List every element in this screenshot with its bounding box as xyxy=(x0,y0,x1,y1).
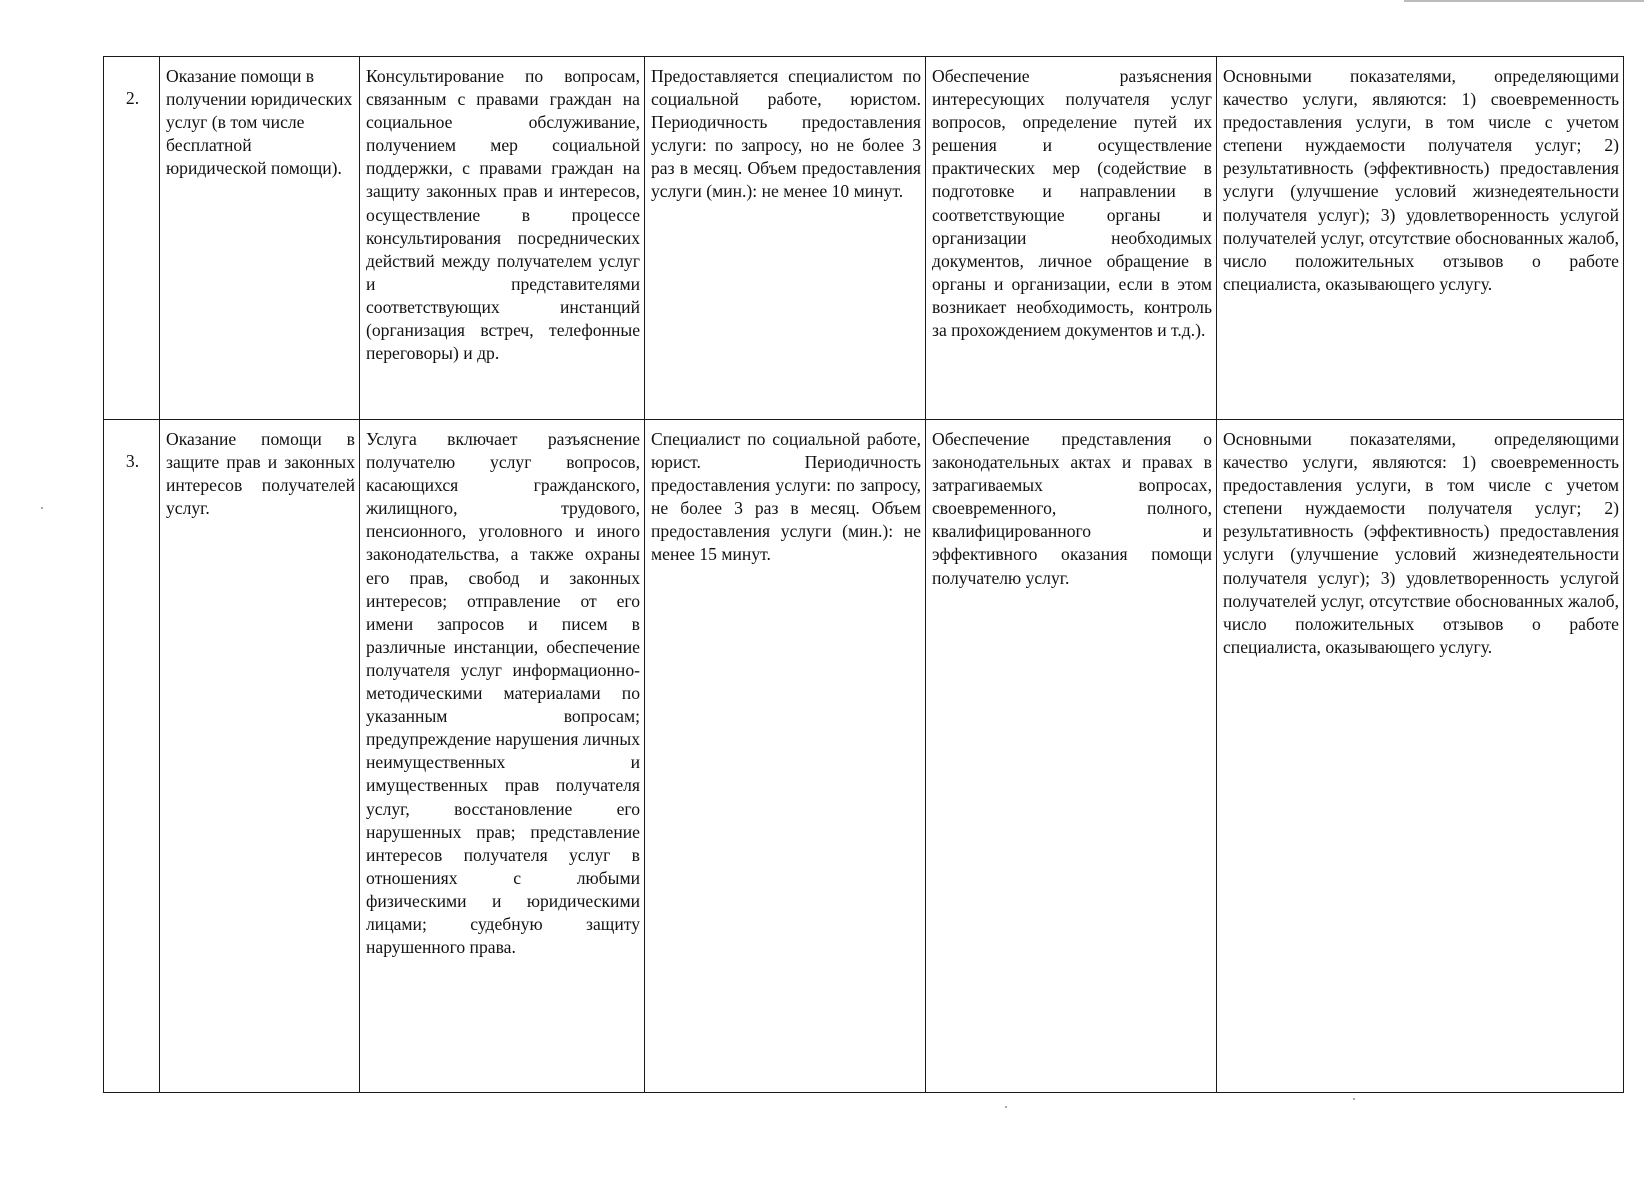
row-number-cell: 2. xyxy=(104,57,160,420)
scan-speck xyxy=(1005,1106,1007,1108)
table-row xyxy=(104,420,1624,1093)
provision-terms-cell: Предоставляется специалистом по социальной работе, юристом. Периодичность предоставления услуги: по запросу, но не более 3 раз в месяц. Объем предоставления услуги (мин.): не менее 10 минут. xyxy=(645,57,926,420)
service-content-cell: Услуга включает разъяснение получателю услуг вопросов, касающихся гражданского, жилищного, трудового, пенсионного, уголовного и иного законодательства, а также охраны его прав, свобод и законных интересов; отправление от его имени запросов и писем в различные инстанции, обеспечение получателя услуг информационно-методическими материалами по указанным вопросам; предупреждение нарушения личных неимущественных и имущественных прав получателя услуг, восстановление его нарушенных прав; представление интересов получателя услуг в отношениях с любыми физическими и юридическими лицами; судебную защиту нарушенного права. xyxy=(360,420,645,1093)
quality-indicators-cell: Основными показателями, определяющими качество услуги, являются: 1) своевременность предоставления услуги, в том числе с учетом степени нуждаемости получателя услуг; 2) результативность (эффективность) предоставления услуги (улучшение условий жизнедеятельности получателя услуг); 3) удовлетворенность услугой получателей услуг, отсутствие обоснованных жалоб, число положительных отзывов о работе специалиста, оказывающего услугу. xyxy=(1217,57,1624,420)
services-table xyxy=(103,56,1624,1093)
scan-speck xyxy=(1353,1098,1355,1100)
quality-indicators-cell: Основными показателями, определяющими качество услуги, являются: 1) своевременность предоставления услуги, в том числе с учетом степени нуждаемости получателя услуг; 2) результативность (эффективность) предоставления услуги (улучшение условий жизнедеятельности получателя услуг); 3) удовлетворенность услугой получателей услуг, отсутствие обоснованных жалоб, число положительных отзывов о работе специалиста, оказывающего услугу. xyxy=(1217,420,1624,1093)
scan-speck xyxy=(41,507,43,509)
service-name-cell: Оказание помощи в получении юридических услуг (в том числе бесплатной юридической помощи). xyxy=(160,57,360,420)
table-row xyxy=(104,57,1624,420)
expected-result-cell: Обеспечение разъяснения интересующих получателя услуг вопросов, определение путей их решения и осуществление практических мер (содействие в подготовке и направлении в соответствующие органы и организации необходимых документов, личное обращение в органы и организации, если в этом возникает необходимость, контроль за прохождением документов и т.д.). xyxy=(926,57,1217,420)
service-content-cell: Консультирование по вопросам, связанным с правами граждан на социальное обслуживание, получением мер социальной поддержки, с правами граждан на защиту законных прав и интересов, осуществление в процессе консультирования посреднических действий между получателем услуг и представителями соответствующих инстанций (организация встреч, телефонные переговоры) и др. xyxy=(360,57,645,420)
provision-terms-cell: Специалист по социальной работе, юрист. Периодичность предоставления услуги: по запросу, не более 3 раз в месяц. Объем предоставления услуги (мин.): не менее 15 минут. xyxy=(645,420,926,1093)
scan-edge-mark xyxy=(1404,0,1644,2)
service-name-cell: Оказание помощи в защите прав и законных интересов получателей услуг. xyxy=(160,420,360,1093)
row-number-cell: 3. xyxy=(104,420,160,1093)
expected-result-cell: Обеспечение представления о законодательных актах и правах в затрагиваемых вопросах, своевременного, полного, квалифицированного и эффективного оказания помощи получателю услуг. xyxy=(926,420,1217,1093)
